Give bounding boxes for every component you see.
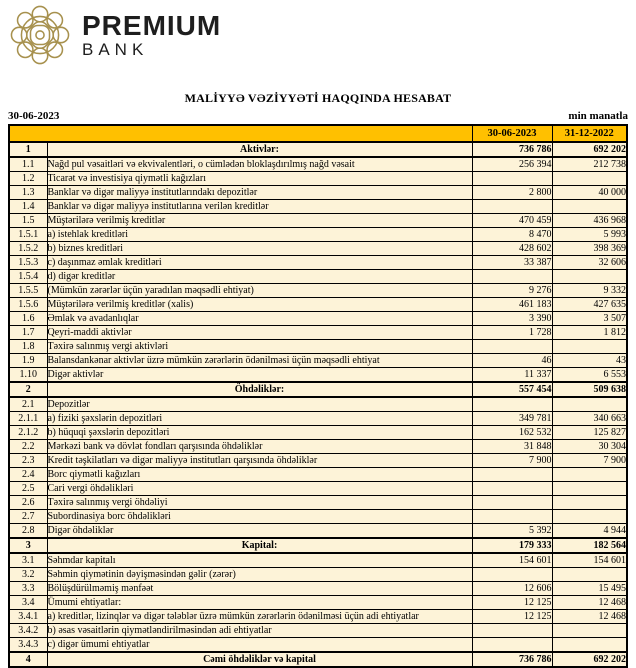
- row-number: 3.1: [9, 553, 47, 568]
- row-value-previous: 12 468: [552, 596, 627, 610]
- report-meta: [0, 110, 636, 122]
- row-number: 2.3: [9, 454, 47, 468]
- row-value-previous: 43: [552, 354, 627, 368]
- row-value-previous: 9 332: [552, 284, 627, 298]
- row-value-previous: [552, 340, 627, 354]
- row-label: Banklar və digər maliyyə institutlarına verilən kreditlər: [47, 200, 472, 214]
- row-value-current: 179 333: [472, 538, 552, 553]
- row-value-previous: 3 507: [552, 312, 627, 326]
- row-value-previous: [552, 482, 627, 496]
- row-value-previous: 7 900: [552, 454, 627, 468]
- row-value-previous: [552, 172, 627, 186]
- table-row: [9, 186, 627, 200]
- row-value-current: [472, 482, 552, 496]
- row-number: 2.2: [9, 440, 47, 454]
- row-number: 1: [9, 142, 47, 157]
- table-row: [9, 270, 627, 284]
- row-label: c) digər ümumi ehtiyatlar: [47, 638, 472, 653]
- row-number: 1.5.2: [9, 242, 47, 256]
- table-row: [9, 524, 627, 539]
- table-row: [9, 568, 627, 582]
- row-number: 2.5: [9, 482, 47, 496]
- row-value-previous: 30 304: [552, 440, 627, 454]
- row-label: a) kreditlər, lizinqlər və digər tələblər üzrə mümkün zərərlərin ödənilməsi üçün adi ehtiyatlar: [47, 610, 472, 624]
- row-value-previous: 125 827: [552, 426, 627, 440]
- row-value-current: [472, 568, 552, 582]
- row-value-current: 162 532: [472, 426, 552, 440]
- row-value-previous: 692 202: [552, 142, 627, 157]
- row-number: 1.2: [9, 172, 47, 186]
- row-value-current: 736 786: [472, 142, 552, 157]
- row-number: 1.4: [9, 200, 47, 214]
- row-number: 4: [9, 652, 47, 667]
- row-label: Kredit təşkilatları və digər maliyyə institutları qarşısında öhdəliklər: [47, 454, 472, 468]
- table-row: [9, 340, 627, 354]
- table-row: [9, 172, 627, 186]
- row-number: 1.6: [9, 312, 47, 326]
- row-value-current: [472, 638, 552, 653]
- row-value-current: 428 602: [472, 242, 552, 256]
- header-corner-cell: [9, 125, 472, 142]
- premium-bank-emblem-icon: [10, 6, 70, 64]
- row-value-current: 461 183: [472, 298, 552, 312]
- table-row: [9, 454, 627, 468]
- table-row: [9, 214, 627, 228]
- header-col-current-period: 30-06-2023: [472, 125, 552, 142]
- row-label: Səhmdar kapitalı: [47, 553, 472, 568]
- row-label: a) fiziki şəxslərin depozitləri: [47, 412, 472, 426]
- row-label: Təxirə salınmış vergi aktivləri: [47, 340, 472, 354]
- row-value-current: 8 470: [472, 228, 552, 242]
- row-label: Subordinasiya borc öhdəlikləri: [47, 510, 472, 524]
- row-value-previous: 692 202: [552, 652, 627, 667]
- row-value-current: [472, 172, 552, 186]
- table-row: [9, 496, 627, 510]
- row-number: 3.4.2: [9, 624, 47, 638]
- row-value-previous: 509 638: [552, 382, 627, 397]
- row-number: 3.4.1: [9, 610, 47, 624]
- row-value-previous: [552, 468, 627, 482]
- row-value-previous: 4 944: [552, 524, 627, 539]
- row-number: 2.7: [9, 510, 47, 524]
- row-label: Öhdəliklər:: [47, 382, 472, 397]
- row-value-previous: [552, 568, 627, 582]
- row-label: Depozitlər: [47, 397, 472, 412]
- row-label: a) istehlak kreditləri: [47, 228, 472, 242]
- table-row: [9, 256, 627, 270]
- row-value-previous: 5 993: [552, 228, 627, 242]
- row-value-previous: 398 369: [552, 242, 627, 256]
- row-number: 1.5.5: [9, 284, 47, 298]
- table-row: [9, 326, 627, 340]
- row-value-previous: 182 564: [552, 538, 627, 553]
- row-label: Bölüşdürülməmiş mənfəət: [47, 582, 472, 596]
- brand-name-premium: PREMIUM: [82, 9, 222, 41]
- row-value-previous: [552, 200, 627, 214]
- table-row: [9, 582, 627, 596]
- row-number: 2.1.2: [9, 426, 47, 440]
- table-row: [9, 553, 627, 568]
- table-row: [9, 596, 627, 610]
- row-label: Kapital:: [47, 538, 472, 553]
- row-value-current: 1 728: [472, 326, 552, 340]
- row-label: Müştərilərə verilmiş kreditlər (xalis): [47, 298, 472, 312]
- row-value-current: 349 781: [472, 412, 552, 426]
- row-number: 1.5: [9, 214, 47, 228]
- row-value-previous: [552, 510, 627, 524]
- row-value-current: 12 125: [472, 596, 552, 610]
- row-label: Cari vergi öhdəlikləri: [47, 482, 472, 496]
- table-row: [9, 354, 627, 368]
- row-value-current: 9 276: [472, 284, 552, 298]
- row-value-previous: 212 738: [552, 157, 627, 172]
- row-number: 1.5.3: [9, 256, 47, 270]
- table-header-row: [9, 125, 627, 142]
- row-label: Digər öhdəliklər: [47, 524, 472, 539]
- row-label: Ticarət və investisiya qiymətli kağızları: [47, 172, 472, 186]
- row-label: b) biznes kreditləri: [47, 242, 472, 256]
- row-value-current: 5 392: [472, 524, 552, 539]
- row-number: 1.8: [9, 340, 47, 354]
- row-value-current: 12 125: [472, 610, 552, 624]
- table-row: [9, 510, 627, 524]
- row-value-current: [472, 624, 552, 638]
- row-number: 2.1.1: [9, 412, 47, 426]
- financial-position-table: [8, 124, 628, 668]
- row-value-current: 7 900: [472, 454, 552, 468]
- row-number: 3.4.3: [9, 638, 47, 653]
- table-row: [9, 368, 627, 383]
- row-number: 1.5.1: [9, 228, 47, 242]
- row-value-current: 12 606: [472, 582, 552, 596]
- row-number: 2.1: [9, 397, 47, 412]
- row-number: 2.8: [9, 524, 47, 539]
- row-value-current: 736 786: [472, 652, 552, 667]
- row-label: Balansdankənar aktivlər üzrə mümkün zərərlərin ödənilməsi üçün məqsədli ehtiyat: [47, 354, 472, 368]
- row-value-previous: [552, 496, 627, 510]
- row-number: 1.7: [9, 326, 47, 340]
- row-number: 1.5.6: [9, 298, 47, 312]
- row-label: Əmlak və avadanlıqlar: [47, 312, 472, 326]
- row-value-previous: 436 968: [552, 214, 627, 228]
- table-row: [9, 397, 627, 412]
- row-value-current: [472, 270, 552, 284]
- row-label: Mərkəzi bank və dövlət fondları qarşısında öhdəliklər: [47, 440, 472, 454]
- row-label: Səhmin qiymətinin dəyişməsindən gəlir (zərər): [47, 568, 472, 582]
- report-title: MALİYYƏ VƏZİYYƏTİ HAQQINDA HESABAT: [184, 91, 452, 105]
- row-label: Təxirə salınmış vergi öhdəliyi: [47, 496, 472, 510]
- table-row: [9, 440, 627, 454]
- row-label: Aktivlər:: [47, 142, 472, 157]
- table-row: [9, 624, 627, 638]
- row-number: 3.3: [9, 582, 47, 596]
- row-number: 1.5.4: [9, 270, 47, 284]
- row-label: Cəmi öhdəliklər və kapital: [47, 652, 472, 667]
- row-value-previous: 15 495: [552, 582, 627, 596]
- row-value-current: [472, 510, 552, 524]
- row-value-current: 154 601: [472, 553, 552, 568]
- table-row: [9, 468, 627, 482]
- table-row: [9, 426, 627, 440]
- section-row: [9, 652, 627, 667]
- row-number: 1.3: [9, 186, 47, 200]
- row-label: b) əsas vəsaitlərin qiymətləndirilməsindən adi ehtiyatlar: [47, 624, 472, 638]
- row-label: Müştərilərə verilmiş kreditlər: [47, 214, 472, 228]
- row-number: 1.10: [9, 368, 47, 383]
- row-number: 3.4: [9, 596, 47, 610]
- row-value-current: 31 848: [472, 440, 552, 454]
- row-value-previous: 32 606: [552, 256, 627, 270]
- row-value-current: 33 387: [472, 256, 552, 270]
- table-row: [9, 412, 627, 426]
- row-value-current: 11 337: [472, 368, 552, 383]
- table-row: [9, 610, 627, 624]
- row-value-current: [472, 340, 552, 354]
- row-value-previous: 6 553: [552, 368, 627, 383]
- row-value-previous: 340 663: [552, 412, 627, 426]
- brand-wordmark: [82, 9, 222, 59]
- section-row: [9, 382, 627, 397]
- bank-logo: [0, 0, 636, 66]
- row-value-previous: 1 812: [552, 326, 627, 340]
- row-label: Banklar və digər maliyyə institutlarındakı depozitlər: [47, 186, 472, 200]
- row-value-previous: 427 635: [552, 298, 627, 312]
- table-row: [9, 284, 627, 298]
- row-label: Borc qiymətli kağızları: [47, 468, 472, 482]
- row-number: 2: [9, 382, 47, 397]
- row-value-previous: 40 000: [552, 186, 627, 200]
- row-value-current: [472, 496, 552, 510]
- table-row: [9, 157, 627, 172]
- row-value-current: 470 459: [472, 214, 552, 228]
- row-number: 2.6: [9, 496, 47, 510]
- row-label: Nağd pul vəsaitləri və ekvivalentləri, o cümlədən bloklaşdırılmış nağd vəsait: [47, 157, 472, 172]
- unit-note: min manatla: [568, 110, 628, 122]
- row-value-current: 46: [472, 354, 552, 368]
- row-label: b) hüquqi şəxslərin depozitləri: [47, 426, 472, 440]
- row-label: Digər aktivlər: [47, 368, 472, 383]
- row-value-previous: 154 601: [552, 553, 627, 568]
- row-value-current: [472, 200, 552, 214]
- row-number: 1.9: [9, 354, 47, 368]
- row-value-current: 557 454: [472, 382, 552, 397]
- row-value-current: 3 390: [472, 312, 552, 326]
- table-row: [9, 312, 627, 326]
- row-number: 3: [9, 538, 47, 553]
- row-label: Qeyri-maddi aktivlər: [47, 326, 472, 340]
- row-value-previous: [552, 638, 627, 653]
- row-value-previous: [552, 397, 627, 412]
- row-number: 1.1: [9, 157, 47, 172]
- report-date: 30-06-2023: [8, 110, 60, 122]
- section-row: [9, 538, 627, 553]
- row-label: (Mümkün zərərlər üçün yaradılan məqsədli ehtiyat): [47, 284, 472, 298]
- section-row: [9, 142, 627, 157]
- table-row: [9, 482, 627, 496]
- table-row: [9, 242, 627, 256]
- table-row: [9, 298, 627, 312]
- row-label: d) digər kreditlər: [47, 270, 472, 284]
- row-number: 3.2: [9, 568, 47, 582]
- row-label: c) daşınmaz əmlak kreditləri: [47, 256, 472, 270]
- brand-name-bank: BANK: [82, 39, 149, 59]
- row-value-current: 2 800: [472, 186, 552, 200]
- header-col-previous-period: 31-12-2022: [552, 125, 627, 142]
- row-value-previous: 12 468: [552, 610, 627, 624]
- row-value-current: 256 394: [472, 157, 552, 172]
- row-label: Ümumi ehtiyatlar:: [47, 596, 472, 610]
- row-value-previous: [552, 624, 627, 638]
- row-number: 2.4: [9, 468, 47, 482]
- row-value-current: [472, 397, 552, 412]
- table-row: [9, 228, 627, 242]
- table-row: [9, 200, 627, 214]
- row-value-previous: [552, 270, 627, 284]
- row-value-current: [472, 468, 552, 482]
- table-row: [9, 638, 627, 653]
